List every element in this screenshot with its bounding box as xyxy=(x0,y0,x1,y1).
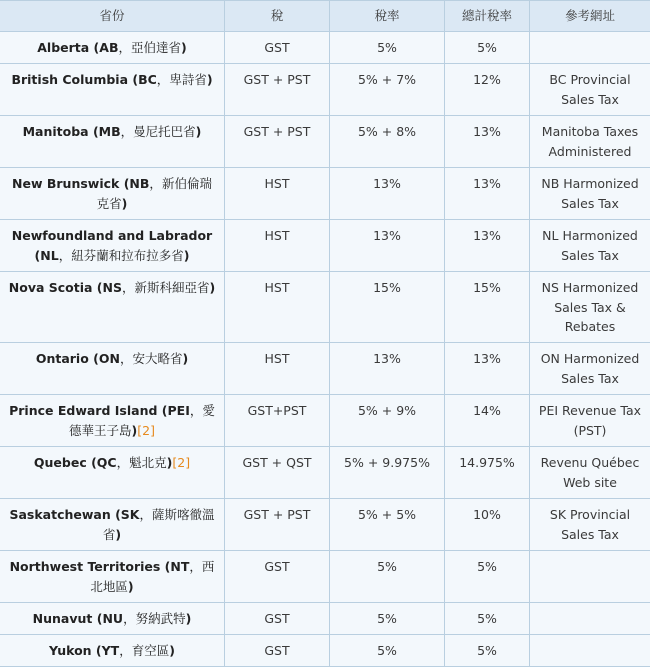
rate-cell: 5% xyxy=(330,551,445,603)
rate-cell: 5% xyxy=(330,635,445,667)
tax-cell: GST + PST xyxy=(225,499,330,551)
province-chinese-name: 亞伯達省 xyxy=(131,40,181,55)
province-cell: Manitoba (MB，曼尼托巴省) xyxy=(0,116,225,168)
province-cell: Saskatchewan (SK，薩斯喀徹溫省) xyxy=(0,499,225,551)
reference-link[interactable]: SK Provincial Sales Tax xyxy=(530,499,650,551)
province-chinese-name: 紐芬蘭和拉布拉多省 xyxy=(71,248,184,263)
province-name: Newfoundland and Labrador (NL xyxy=(12,228,212,263)
table-row xyxy=(0,32,650,64)
reference-link[interactable]: NS Harmonized Sales Tax & Rebates xyxy=(530,272,650,343)
province-cell: Alberta (AB，亞伯達省) xyxy=(0,32,225,64)
rate-cell: 13% xyxy=(330,220,445,272)
header-reference: 參考網址 xyxy=(530,1,650,32)
tax-cell: HST xyxy=(225,272,330,343)
reference-note-link[interactable]: [2] xyxy=(172,455,190,470)
total-rate-cell: 5% xyxy=(445,603,530,635)
province-name: Northwest Territories (NT xyxy=(10,559,190,574)
province-chinese-name: 新斯科細亞省 xyxy=(135,280,210,295)
total-rate-cell: 14.975% xyxy=(445,447,530,499)
province-cell: Ontario (ON，安大略省) xyxy=(0,343,225,395)
reference-cell xyxy=(530,603,650,635)
total-rate-cell: 5% xyxy=(445,635,530,667)
rate-cell: 5% + 9.975% xyxy=(330,447,445,499)
reference-link[interactable]: ON Harmonized Sales Tax xyxy=(530,343,650,395)
reference-link[interactable]: NL Harmonized Sales Tax xyxy=(530,220,650,272)
tax-cell: GST xyxy=(225,603,330,635)
rate-cell: 13% xyxy=(330,168,445,220)
province-name: Quebec (QC xyxy=(34,455,117,470)
tax-cell: GST xyxy=(225,635,330,667)
province-name: British Columbia (BC xyxy=(11,72,156,87)
header-tax: 稅 xyxy=(225,1,330,32)
reference-link[interactable]: BC Provincial Sales Tax xyxy=(530,64,650,116)
rate-cell: 5% + 5% xyxy=(330,499,445,551)
province-name: Alberta (AB xyxy=(37,40,118,55)
province-cell: Quebec (QC，魁北克)[2] xyxy=(0,447,225,499)
tax-cell: GST xyxy=(225,32,330,64)
table-row xyxy=(0,116,650,168)
total-rate-cell: 10% xyxy=(445,499,530,551)
province-name: Yukon (YT xyxy=(49,643,119,658)
province-cell: Newfoundland and Labrador (NL，紐芬蘭和拉布拉多省) xyxy=(0,220,225,272)
rate-cell: 5% + 8% xyxy=(330,116,445,168)
tax-cell: HST xyxy=(225,343,330,395)
tax-cell: GST+PST xyxy=(225,395,330,447)
rate-cell: 5% + 7% xyxy=(330,64,445,116)
province-chinese-name: 育空區 xyxy=(132,643,170,658)
province-chinese-name: 卑詩省 xyxy=(169,72,207,87)
province-name: New Brunswick (NB xyxy=(12,176,149,191)
tax-cell: HST xyxy=(225,220,330,272)
province-name: Saskatchewan (SK xyxy=(9,507,139,522)
province-chinese-name: 愛德華王子島 xyxy=(69,403,215,438)
tax-cell: GST xyxy=(225,551,330,603)
province-chinese-name: 安大略省 xyxy=(132,351,182,366)
province-name: Ontario (ON xyxy=(36,351,120,366)
province-cell: Prince Edward Island (PEI，愛德華王子島)[2] xyxy=(0,395,225,447)
province-cell: New Brunswick (NB，新伯倫瑞克省) xyxy=(0,168,225,220)
table-row xyxy=(0,272,650,343)
province-name: Nova Scotia (NS xyxy=(9,280,122,295)
province-name: Manitoba (MB xyxy=(23,124,121,139)
rate-cell: 5% xyxy=(330,603,445,635)
table-row xyxy=(0,551,650,603)
reference-cell xyxy=(530,551,650,603)
tax-cell: HST xyxy=(225,168,330,220)
total-rate-cell: 5% xyxy=(445,32,530,64)
province-cell: Yukon (YT，育空區) xyxy=(0,635,225,667)
province-chinese-name: 西北地區 xyxy=(90,559,214,594)
tax-cell: GST + PST xyxy=(225,64,330,116)
total-rate-cell: 13% xyxy=(445,168,530,220)
province-cell: Nova Scotia (NS，新斯科細亞省) xyxy=(0,272,225,343)
province-chinese-name: 曼尼托巴省 xyxy=(133,124,196,139)
table-row xyxy=(0,395,650,447)
tax-cell: GST + PST xyxy=(225,116,330,168)
province-cell: Nunavut (NU，努納武特) xyxy=(0,603,225,635)
total-rate-cell: 15% xyxy=(445,272,530,343)
table-row xyxy=(0,499,650,551)
province-cell: British Columbia (BC，卑詩省) xyxy=(0,64,225,116)
reference-link[interactable]: NB Harmonized Sales Tax xyxy=(530,168,650,220)
table-row xyxy=(0,603,650,635)
rate-cell: 13% xyxy=(330,343,445,395)
table-row xyxy=(0,64,650,116)
rate-cell: 15% xyxy=(330,272,445,343)
rate-cell: 5% + 9% xyxy=(330,395,445,447)
table-row xyxy=(0,220,650,272)
table-row xyxy=(0,635,650,667)
rate-cell: 5% xyxy=(330,32,445,64)
province-chinese-name: 新伯倫瑞克省 xyxy=(97,176,212,211)
table-row xyxy=(0,168,650,220)
reference-note-link[interactable]: [2] xyxy=(137,423,155,438)
header-province: 省份 xyxy=(0,1,225,32)
reference-link[interactable]: PEI Revenue Tax (PST) xyxy=(530,395,650,447)
table-row xyxy=(0,447,650,499)
total-rate-cell: 14% xyxy=(445,395,530,447)
reference-link[interactable]: Revenu Québec Web site xyxy=(530,447,650,499)
total-rate-cell: 5% xyxy=(445,551,530,603)
header-total-rate: 總計稅率 xyxy=(445,1,530,32)
total-rate-cell: 12% xyxy=(445,64,530,116)
total-rate-cell: 13% xyxy=(445,220,530,272)
province-cell: Northwest Territories (NT，西北地區) xyxy=(0,551,225,603)
total-rate-cell: 13% xyxy=(445,343,530,395)
province-chinese-name: 魁北克 xyxy=(129,455,167,470)
reference-link[interactable]: Manitoba Taxes Administered xyxy=(530,116,650,168)
reference-cell xyxy=(530,635,650,667)
province-name: Nunavut (NU xyxy=(33,611,123,626)
tax-cell: GST + QST xyxy=(225,447,330,499)
province-chinese-name: 薩斯喀徹溫省 xyxy=(103,507,215,542)
table-row xyxy=(0,343,650,395)
province-name: Prince Edward Island (PEI xyxy=(9,403,190,418)
header-rate: 稅率 xyxy=(330,1,445,32)
reference-cell xyxy=(530,32,650,64)
total-rate-cell: 13% xyxy=(445,116,530,168)
province-chinese-name: 努納武特 xyxy=(136,611,186,626)
header-row xyxy=(0,1,650,32)
